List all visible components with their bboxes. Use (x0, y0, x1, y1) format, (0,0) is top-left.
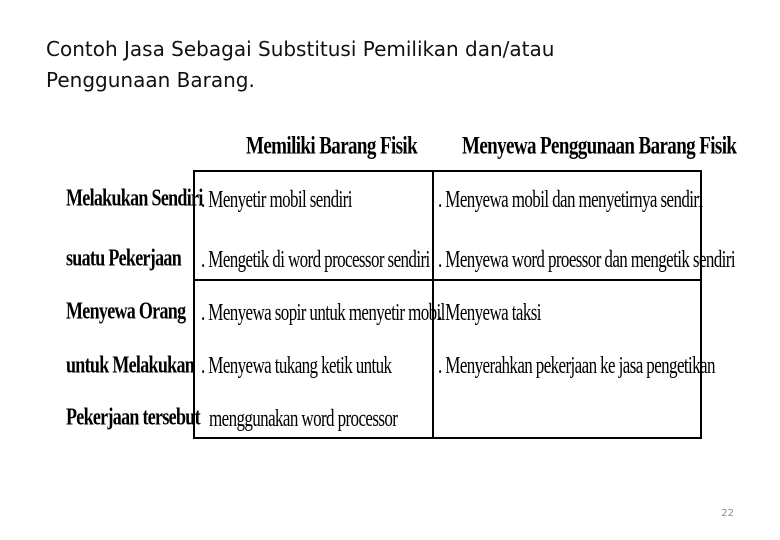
slide-title-line-2: Penggunaan Barang. (46, 68, 255, 92)
cell-self-renting-line-1: . Menyewa mobil dan menyetirnya sendiri (438, 186, 703, 213)
cell-self-renting-line-2: . Menyewa word proessor dan mengetik sendiri (438, 246, 735, 273)
row-header-hire-line-1: Menyewa Orang (66, 297, 186, 324)
slide-title-line-1: Contoh Jasa Sebagai Substitusi Pemilikan dan/atau (46, 37, 555, 61)
row-divider (195, 279, 700, 281)
row-header-self-line-2: suatu Pekerjaan (66, 244, 181, 271)
row-header-hire-line-2: untuk Melakukan (66, 351, 195, 378)
column-header-renting: Menyewa Penggunaan Barang Fisik (462, 132, 737, 161)
row-header-hire-line-3: Pekerjaan tersebut (66, 403, 200, 430)
cell-hire-owning-line-3: menggunakan word processor (209, 405, 398, 432)
cell-self-owning-line-1: . Menyetir mobil sendiri (201, 186, 352, 213)
column-header-owning: Memiliki Barang Fisik (246, 132, 418, 161)
page-number: 22 (721, 508, 734, 519)
cell-hire-renting-line-2: . Menyerahkan pekerjaan ke jasa pengetikan (438, 352, 715, 379)
cell-hire-owning-line-2: . Menyewa tukang ketik untuk (201, 352, 392, 379)
cell-hire-owning-line-1: . Menyewa sopir untuk menyetir mobil (201, 299, 445, 326)
comparison-table (193, 170, 735, 439)
slide-title (46, 34, 686, 96)
cell-hire-renting-line-1: . Menyewa taksi (438, 299, 541, 326)
row-header-self-line-1: Melakukan Sendiri (66, 184, 203, 211)
comparison-table-figure (60, 120, 737, 450)
cell-self-owning-line-2: . Mengetik di word processor sendiri (201, 246, 430, 273)
